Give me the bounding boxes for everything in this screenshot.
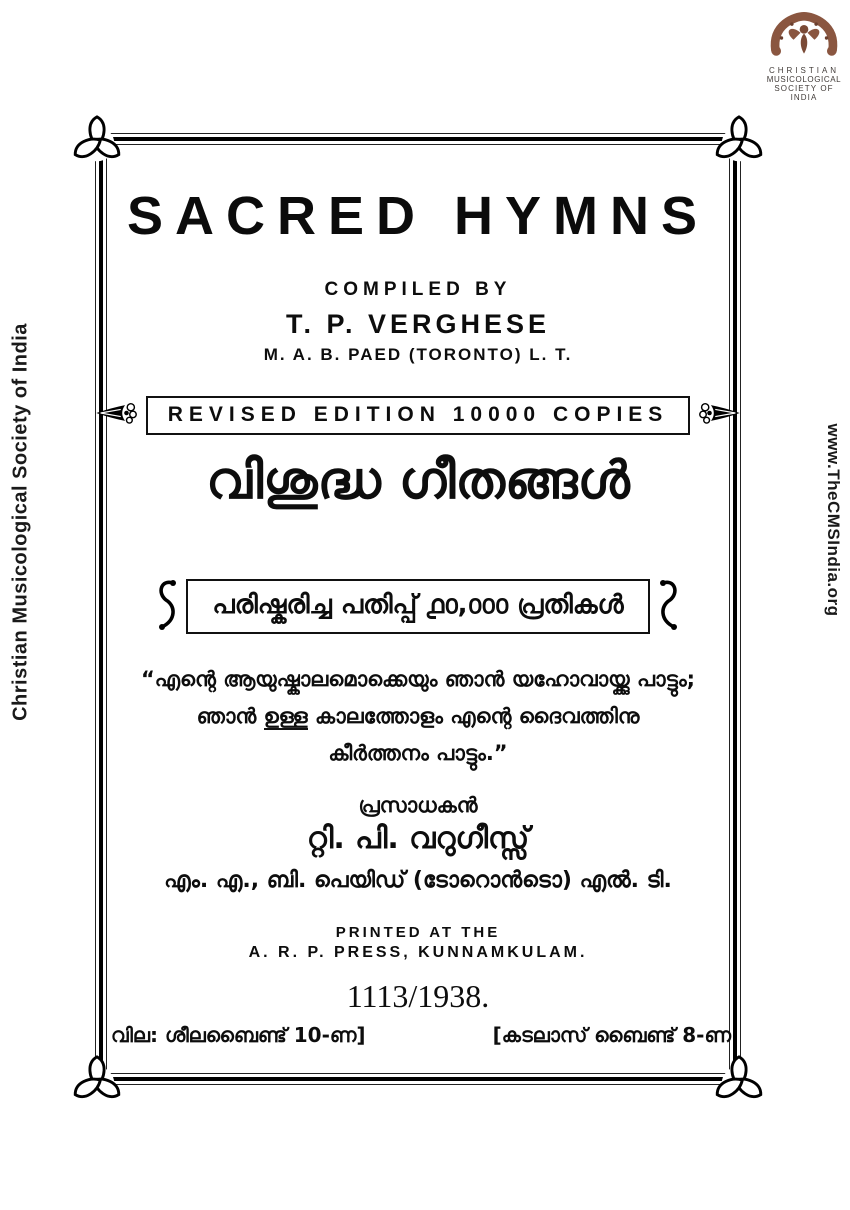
scroll-ornament-left-icon xyxy=(153,575,179,638)
cms-logo xyxy=(765,12,843,102)
triquetra-knot-icon xyxy=(68,111,126,175)
logo-line-2: MUSICOLOGICAL xyxy=(766,75,842,84)
arrow-fleuron-left-icon xyxy=(92,396,138,435)
scripture-quote xyxy=(95,661,741,772)
triquetra-knot-icon xyxy=(710,111,768,175)
decorative-border-frame xyxy=(95,133,741,1085)
quote-line-2: ഞാൻ ഉള്ള കാലത്തോളം എന്റെ ദൈവത്തിനു xyxy=(196,704,640,728)
triquetra-knot-icon xyxy=(68,1051,126,1115)
malayalam-title: വിശുദ്ധ ഗീതങ്ങൾ xyxy=(206,451,630,511)
edition-banner xyxy=(95,396,741,435)
left-watermark-text: Christian Musicological Society of India xyxy=(9,323,32,721)
printed-at-label: PRINTED AT THE xyxy=(335,924,501,941)
page-title: SACRED HYMNS xyxy=(126,186,710,246)
cherub-emblem-icon xyxy=(765,12,843,64)
publisher-credentials: എം. എ., ബി. പെയിഡ് (ടോറൊൻടൊ) എൽ. ടി. xyxy=(164,868,672,893)
scroll-ornament-right-icon xyxy=(657,575,683,638)
publication-year: 1113/1938. xyxy=(346,978,490,1014)
arrow-fleuron-right-icon xyxy=(698,396,744,435)
triquetra-knot-icon xyxy=(710,1051,768,1115)
compiled-by-label: COMPILED BY xyxy=(324,279,512,300)
quote-line-3: കീർത്തനം പാട്ടും.” xyxy=(328,741,508,765)
logo-line-1: CHRISTIAN xyxy=(768,66,840,75)
author-name: T. P. VERGHESE xyxy=(285,309,551,339)
press-name: A. R. P. PRESS, KUNNAMKULAM. xyxy=(248,944,588,961)
price-paper-bound: [കടലാസ് ബൈണ്ട് 8-ണ xyxy=(492,1023,731,1047)
edition-banner-text: REVISED EDITION 10000 COPIES xyxy=(146,396,691,435)
price-cloth-bound: വില: ശീലബൈണ്ട് 10-ണ] xyxy=(111,1023,366,1047)
publisher-name: റ്റി. പി. വറുഗീസ്സ് xyxy=(306,821,530,856)
publisher-label: പ്രസാധകൻ xyxy=(358,793,478,817)
author-credentials: M. A. B. PAED (TORONTO) L. T. xyxy=(263,345,573,364)
quote-line-1: “എന്റെ ആയുഷ്കാലമൊക്കെയും ഞാൻ യഹോവായ്ക്കു പാട്ടും; xyxy=(140,667,696,691)
price-line xyxy=(95,1023,741,1047)
underlined-word: ഉള്ള xyxy=(263,704,308,728)
logo-line-3: SOCIETY OF INDIA xyxy=(774,84,834,102)
malayalam-edition-box-row xyxy=(95,575,741,638)
malayalam-edition-text: പരിഷ്കരിച്ച പതിപ്പ് ൧൦,൦൦൦ പ്രതികൾ xyxy=(186,579,649,634)
right-watermark-url: www.TheCMSIndia.org xyxy=(824,423,843,617)
